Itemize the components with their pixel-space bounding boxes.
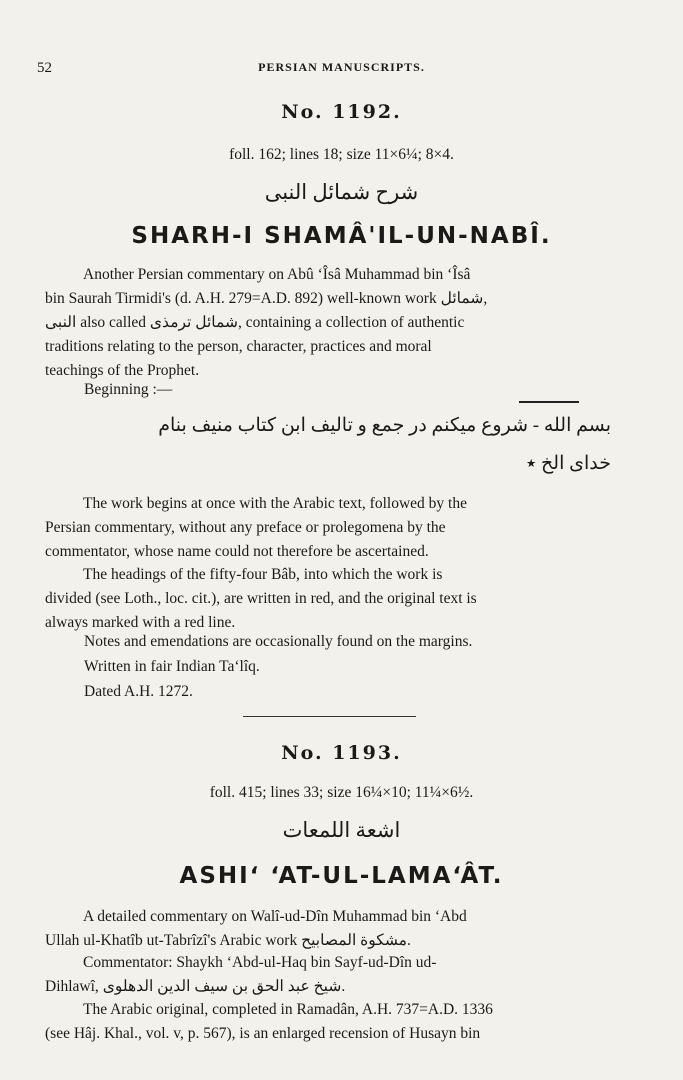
text-line: A detailed commentary on Walî-ud-Dîn Muhammad bin ʻAbd	[83, 908, 467, 925]
text-line: Commentator: Shaykh ʻAbd-ul-Haq bin Sayf-ud-Dîn ud-	[83, 954, 437, 971]
entry1-paragraph2	[45, 492, 611, 564]
entry1-date: Dated A.H. 1272.	[84, 683, 193, 700]
text-line: Another Persian commentary on Abû ʻÎsâ Muhammad bin ʻÎsâ	[83, 266, 471, 283]
text-line: commentator, whose name could not therefore be ascertained.	[45, 543, 429, 560]
text-line: (see Hâj. Khal., vol. v, p. 567), is an enlarged recension of Husayn bin	[45, 1025, 481, 1042]
text-line: The headings of the fifty-four Bâb, into which the work is	[83, 566, 443, 583]
entry1-collation: foll. 162; lines 18; size 11×6¼; 8×4.	[229, 146, 454, 163]
text-line: always marked with a red line.	[45, 614, 236, 631]
beginning-arabic-line1: بسم الله - شروع میکنم در جمع و تالیف ابن کتاب منیف بنام	[158, 415, 611, 436]
page-number: 52	[37, 60, 52, 76]
text-line: The Arabic original, completed in Ramadân, A.H. 737=A.D. 1336	[83, 1001, 493, 1018]
text-line: teachings of the Prophet.	[45, 362, 200, 379]
entry1-arabic-title: شرح شمائل النبی	[264, 180, 419, 204]
entry1-number: No. 1192.	[281, 101, 402, 123]
entry2-title: ASHIʻ ʻAT-UL-LAMAʻÂT.	[179, 863, 504, 889]
entry1-script: Written in fair Indian Taʻlîq.	[84, 658, 260, 675]
text-line: Persian commentary, without any preface or prolegomena by the	[45, 519, 446, 536]
text-line: Dihlawî, شیخ عبد الحق بن سیف الدین الدهلوی.	[45, 978, 346, 995]
entry1-description	[45, 263, 611, 383]
beginning-arabic-line2: خدای الخ ٭	[525, 453, 611, 474]
running-head: PERSIAN MANUSCRIPTS.	[258, 60, 425, 74]
text-line: bin Saurah Tirmidi's (d. A.H. 279=A.D. 892) well-known work شمائل,	[45, 290, 488, 307]
text-line: النبی also called شمائل ترمذی, containing a collection of authentic	[45, 314, 465, 331]
section-divider	[243, 716, 416, 717]
entry1-paragraph3	[45, 563, 611, 635]
text-line: divided (see Loth., loc. cit.), are written in red, and the original text is	[45, 590, 477, 607]
entry2-original	[45, 998, 611, 1046]
entry1-notes: Notes and emendations are occasionally found on the margins.	[84, 633, 473, 650]
beginning-label: Beginning :—	[84, 381, 173, 398]
text-line: Ullah ul-Khatîb ut-Tabrîzî's Arabic work مشکوة المصابیح.	[45, 932, 411, 949]
overline-rule	[519, 401, 579, 403]
text-line: The work begins at once with the Arabic text, followed by the	[83, 495, 467, 512]
entry2-description	[45, 905, 611, 953]
entry2-collation: foll. 415; lines 33; size 16¼×10; 11¼×6½.	[209, 784, 474, 801]
entry2-number: No. 1193.	[281, 742, 402, 764]
entry2-arabic-title: اشعة اللمعات	[282, 818, 401, 842]
entry2-commentator	[45, 951, 611, 999]
text-line: traditions relating to the person, character, practices and moral	[45, 338, 432, 355]
entry1-title: SHARH-I SHAMÂ'IL-UN-NABÎ.	[131, 223, 552, 249]
